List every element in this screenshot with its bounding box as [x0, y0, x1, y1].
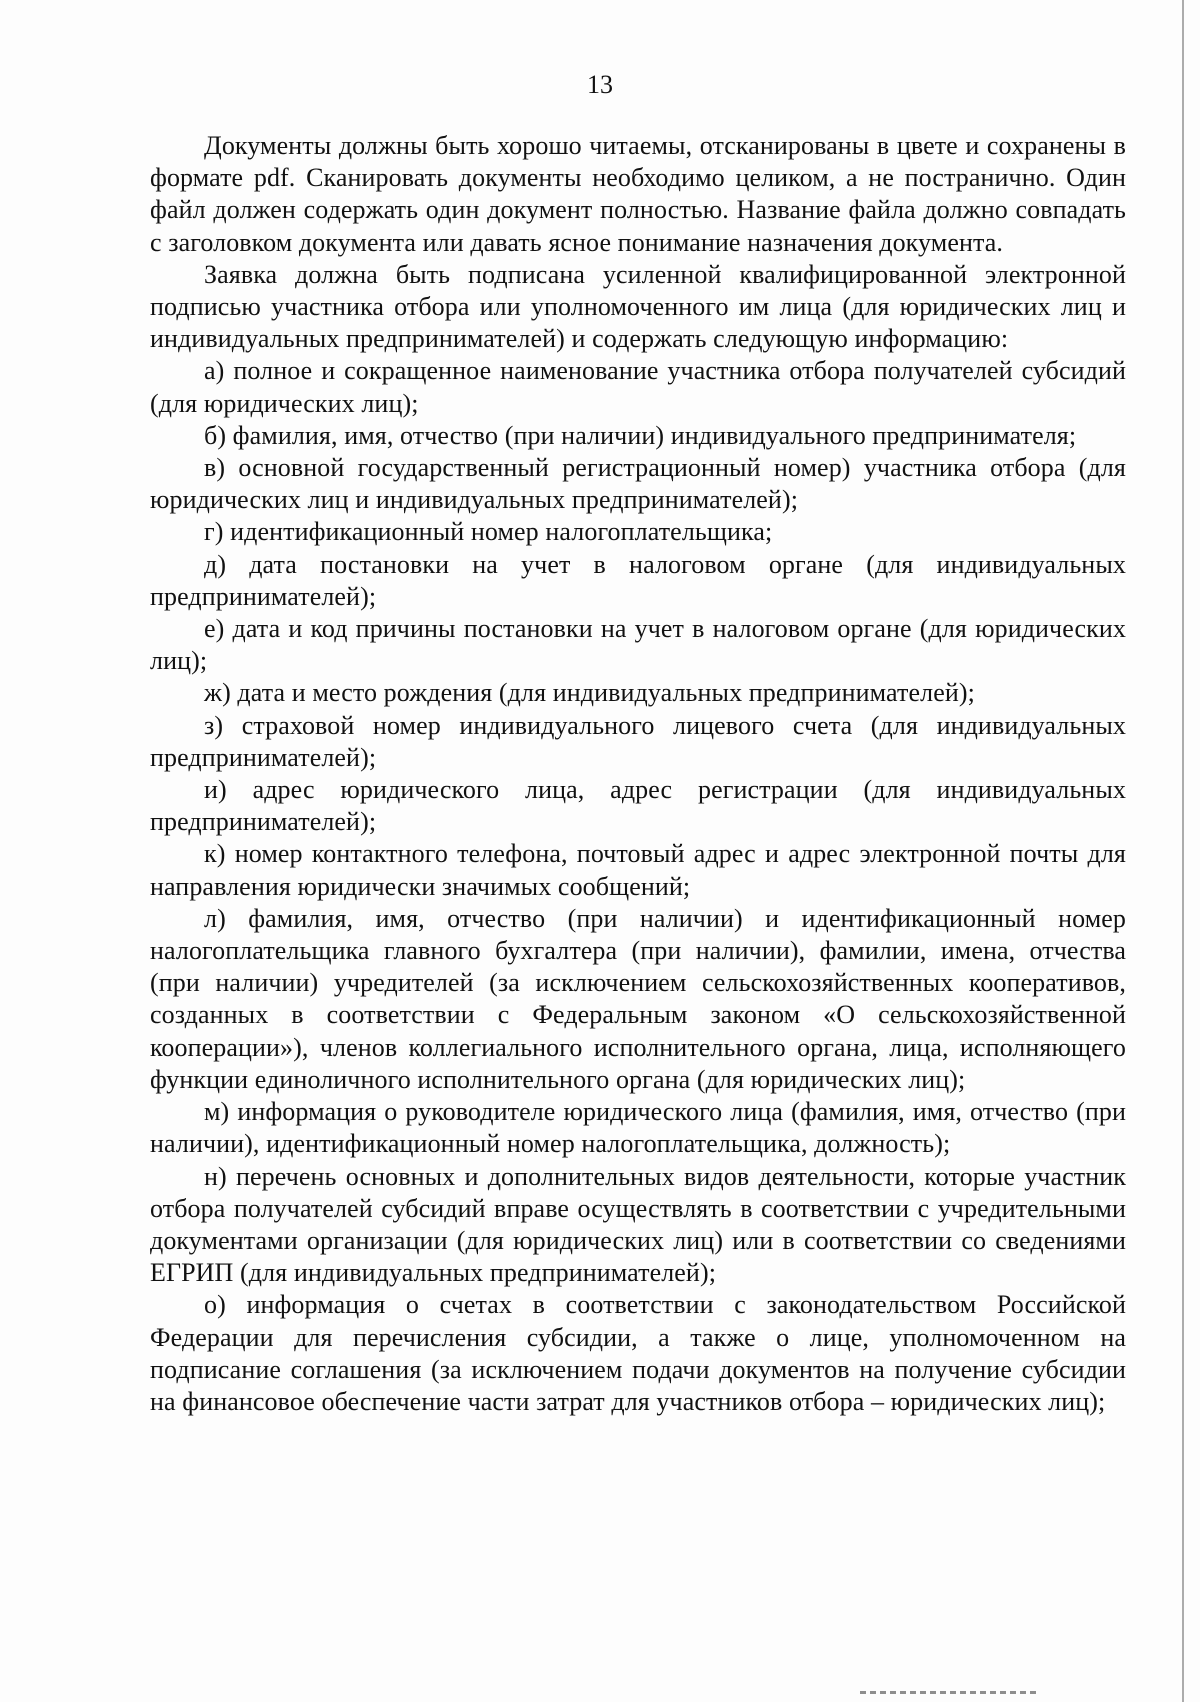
list-item-d: д) дата постановки на учет в налоговом органе (для индивидуальных предпринимателей);	[150, 549, 1126, 611]
paragraph-documents-format: Документы должны быть хорошо читаемы, отсканированы в цвете и сохранены в формате pdf. Сканировать документы необходимо целиком, а не постранично. Один файл должен содержать один документ полностью. Название файла должно совпадать с заголовком документа или давать ясное понимание назначения документа.	[150, 131, 1126, 257]
list-item-l: л) фамилия, имя, отчество (при наличии) и идентификационный номер налогоплательщика главного бухгалтера (при наличии), фамилии, имена, отчества (при наличии) учредителей (за исключением сельскохозяйственных кооперативов, созданных в соответствии с Федеральным законом «О сельскохозяйственной кооперации»), членов коллегиального исполнительного органа, лица, исполняющего функции единоличного исполнительного органа (для юридических лиц);	[150, 903, 1126, 1094]
page-number: 13	[587, 70, 613, 99]
list-item-a: а) полное и сокращенное наименование участника отбора получателей субсидий (для юридических лиц);	[150, 356, 1126, 418]
list-item-v: в) основной государственный регистрационный номер) участника отбора (для юридических лиц и индивидуальных предпринимателей);	[150, 453, 1126, 515]
list-item-i: и) адрес юридического лица, адрес регистрации (для индивидуальных предпринимателей);	[150, 775, 1126, 837]
list-item-m: м) информация о руководителе юридического лица (фамилия, имя, отчество (при наличии), идентификационный номер налогоплательщика, должность);	[150, 1097, 1126, 1159]
scan-artifact-marks	[860, 1691, 1040, 1694]
paragraph-application-signature: Заявка должна быть подписана усиленной квалифицированной электронной подписью участника отбора или уполномоченного им лица (для юридических лиц и индивидуальных предпринимателей) и содержать следующую информацию:	[150, 259, 1126, 354]
scan-edge-line	[1182, 0, 1184, 1702]
list-item-n: н) перечень основных и дополнительных видов деятельности, которые участник отбора получателей субсидий вправе осуществлять в соответствии с учредительными документами организации (для юридических лиц) или в соответствии со сведениями ЕГРИП (для индивидуальных предпринимателей);	[150, 1161, 1126, 1288]
list-item-k: к) номер контактного телефона, почтовый адрес и адрес электронной почты для направления юридически значимых сообщений;	[150, 839, 1126, 901]
document-body	[150, 130, 1126, 1418]
list-item-z: з) страховой номер индивидуального лицевого счета (для индивидуальных предпринимателей);	[150, 710, 1126, 772]
list-item-zh: ж) дата и место рождения (для индивидуальных предпринимателей);	[204, 678, 975, 708]
list-item-o: о) информация о счетах в соответствии с законодательством Российской Федерации для перечисления субсидии, а также о лице, уполномоченном на подписание соглашения (за исключением подачи документов на получение субсидии на финансовое обеспечение части затрат для участников отбора – юридических лиц);	[150, 1290, 1126, 1416]
list-item-g: г) идентификационный номер налогоплательщика;	[204, 517, 773, 547]
list-item-b: б) фамилия, имя, отчество (при наличии) индивидуального предпринимателя;	[204, 420, 1077, 450]
list-item-e: е) дата и код причины постановки на учет в налоговом органе (для юридических лиц);	[150, 614, 1126, 676]
